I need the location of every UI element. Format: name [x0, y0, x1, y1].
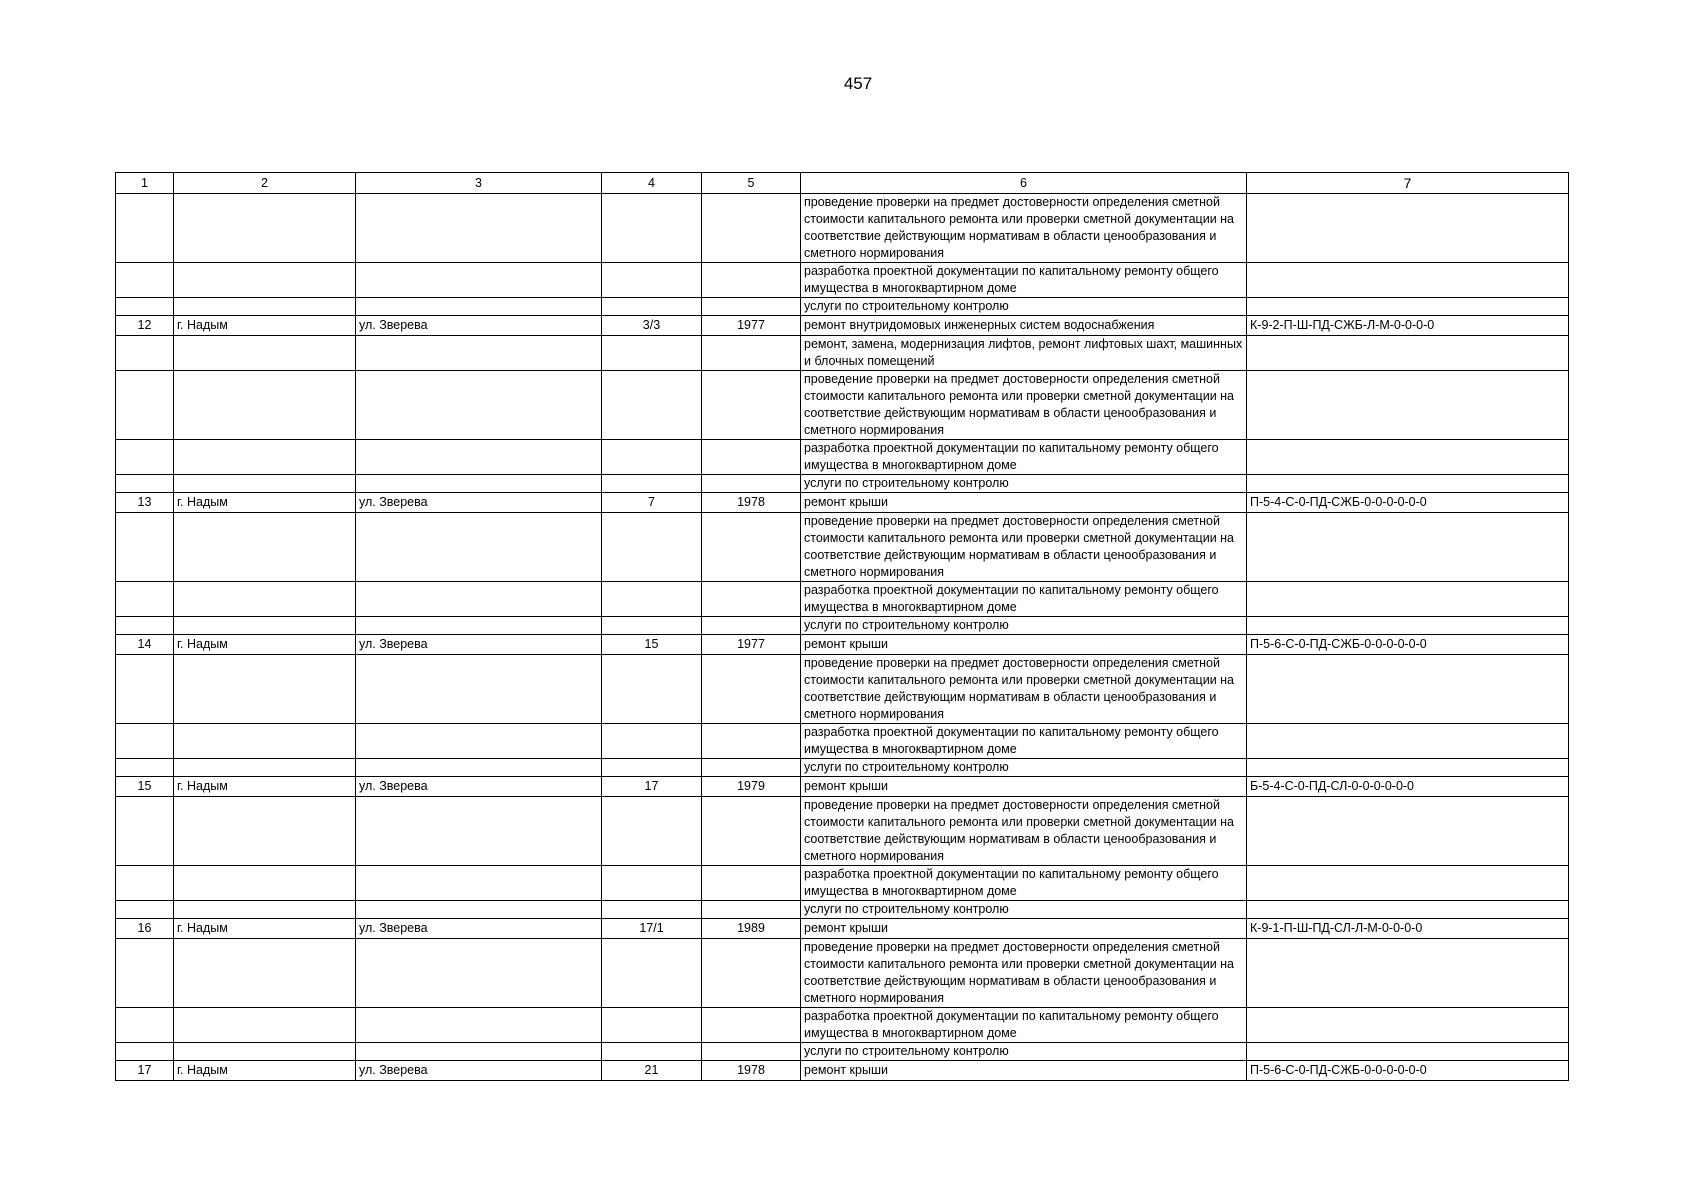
cell-code: П-5-6-С-0-ПД-СЖБ-0-0-0-0-0-0	[1247, 1061, 1569, 1081]
cell-street: ул. Зверева	[356, 777, 602, 797]
cell-street	[356, 797, 602, 866]
cell-city	[174, 901, 356, 919]
cell-house	[602, 1008, 702, 1043]
header-col-1: 1	[116, 173, 174, 194]
cell-code	[1247, 759, 1569, 777]
cell-work-type: проведение проверки на предмет достоверности определения сметной стоимости капитального ремонта или проверки сметной документации на соответствие действующим нормативам в области ценообразования и сметного нормирования	[801, 513, 1247, 582]
table-row	[116, 336, 1569, 371]
cell-year	[702, 475, 801, 493]
table-row	[116, 475, 1569, 493]
cell-work-type: разработка проектной документации по капитальному ремонту общего имущества в многоквартирном доме	[801, 440, 1247, 475]
cell-house: 3/3	[602, 316, 702, 336]
page-number: 457	[843, 74, 873, 93]
cell-year: 1977	[702, 635, 801, 655]
cell-code	[1247, 939, 1569, 1008]
cell-year	[702, 797, 801, 866]
cell-number	[116, 513, 174, 582]
cell-year	[702, 194, 801, 263]
cell-year	[702, 336, 801, 371]
cell-code	[1247, 263, 1569, 298]
cell-house	[602, 336, 702, 371]
cell-house	[602, 475, 702, 493]
cell-number: 12	[116, 316, 174, 336]
cell-number: 14	[116, 635, 174, 655]
cell-city	[174, 263, 356, 298]
cell-work-type: разработка проектной документации по капитальному ремонту общего имущества в многоквартирном доме	[801, 866, 1247, 901]
cell-year	[702, 298, 801, 316]
cell-house	[602, 797, 702, 866]
header-row	[116, 173, 1569, 194]
cell-house	[602, 582, 702, 617]
header-col-7: 7	[1247, 173, 1569, 194]
cell-street	[356, 582, 602, 617]
table-row	[116, 759, 1569, 777]
cell-house	[602, 901, 702, 919]
cell-year: 1979	[702, 777, 801, 797]
cell-number: 15	[116, 777, 174, 797]
cell-number	[116, 440, 174, 475]
cell-work-type: ремонт крыши	[801, 777, 1247, 797]
cell-year	[702, 371, 801, 440]
cell-house	[602, 440, 702, 475]
cell-work-type: ремонт внутридомовых инженерных систем водоснабжения	[801, 316, 1247, 336]
header-col-5: 5	[702, 173, 801, 194]
table-row	[116, 939, 1569, 1008]
cell-number	[116, 371, 174, 440]
cell-number	[116, 901, 174, 919]
cell-city	[174, 797, 356, 866]
cell-street	[356, 371, 602, 440]
cell-number	[116, 263, 174, 298]
cell-street	[356, 475, 602, 493]
cell-street	[356, 655, 602, 724]
cell-year	[702, 440, 801, 475]
cell-house	[602, 371, 702, 440]
table-row	[116, 316, 1569, 336]
cell-code	[1247, 440, 1569, 475]
cell-work-type: услуги по строительному контролю	[801, 901, 1247, 919]
cell-work-type: услуги по строительному контролю	[801, 759, 1247, 777]
cell-code	[1247, 866, 1569, 901]
cell-house	[602, 194, 702, 263]
table-row	[116, 1008, 1569, 1043]
cell-street: ул. Зверева	[356, 635, 602, 655]
cell-house: 15	[602, 635, 702, 655]
cell-code	[1247, 475, 1569, 493]
cell-code	[1247, 513, 1569, 582]
cell-year: 1978	[702, 1061, 801, 1081]
cell-house	[602, 263, 702, 298]
cell-work-type: разработка проектной документации по капитальному ремонту общего имущества в многоквартирном доме	[801, 1008, 1247, 1043]
cell-year	[702, 724, 801, 759]
cell-year	[702, 582, 801, 617]
cell-city	[174, 194, 356, 263]
cell-city: г. Надым	[174, 493, 356, 513]
cell-work-type: ремонт крыши	[801, 1061, 1247, 1081]
cell-house: 17	[602, 777, 702, 797]
cell-code	[1247, 336, 1569, 371]
cell-year: 1977	[702, 316, 801, 336]
cell-street: ул. Зверева	[356, 1061, 602, 1081]
table-row	[116, 777, 1569, 797]
cell-year: 1978	[702, 493, 801, 513]
cell-code	[1247, 582, 1569, 617]
cell-year: 1989	[702, 919, 801, 939]
cell-work-type: проведение проверки на предмет достоверности определения сметной стоимости капитального ремонта или проверки сметной документации на соответствие действующим нормативам в области ценообразования и сметного нормирования	[801, 371, 1247, 440]
cell-house: 7	[602, 493, 702, 513]
cell-street	[356, 194, 602, 263]
cell-street	[356, 759, 602, 777]
cell-city	[174, 440, 356, 475]
cell-number	[116, 655, 174, 724]
cell-work-type: услуги по строительному контролю	[801, 1043, 1247, 1061]
cell-city: г. Надым	[174, 777, 356, 797]
cell-year	[702, 263, 801, 298]
cell-code	[1247, 655, 1569, 724]
cell-house	[602, 513, 702, 582]
cell-year	[702, 513, 801, 582]
cell-year	[702, 901, 801, 919]
table-row	[116, 194, 1569, 263]
cell-street: ул. Зверева	[356, 316, 602, 336]
cell-work-type: ремонт, замена, модернизация лифтов, ремонт лифтовых шахт, машинных и блочных помещений	[801, 336, 1247, 371]
cell-city	[174, 759, 356, 777]
cell-street	[356, 901, 602, 919]
table-row	[116, 919, 1569, 939]
table-row	[116, 866, 1569, 901]
cell-code: П-5-4-С-0-ПД-СЖБ-0-0-0-0-0-0	[1247, 493, 1569, 513]
cell-number	[116, 475, 174, 493]
cell-house	[602, 617, 702, 635]
cell-number	[116, 582, 174, 617]
cell-house	[602, 298, 702, 316]
cell-city: г. Надым	[174, 1061, 356, 1081]
cell-city	[174, 513, 356, 582]
cell-work-type: услуги по строительному контролю	[801, 475, 1247, 493]
cell-number	[116, 1043, 174, 1061]
cell-work-type: проведение проверки на предмет достоверности определения сметной стоимости капитального ремонта или проверки сметной документации на соответствие действующим нормативам в области ценообразования и сметного нормирования	[801, 939, 1247, 1008]
cell-year	[702, 866, 801, 901]
cell-code: П-5-6-С-0-ПД-СЖБ-0-0-0-0-0-0	[1247, 635, 1569, 655]
cell-number: 17	[116, 1061, 174, 1081]
cell-street	[356, 1043, 602, 1061]
cell-year	[702, 617, 801, 635]
cell-street	[356, 1008, 602, 1043]
cell-city	[174, 336, 356, 371]
cell-street	[356, 724, 602, 759]
cell-street	[356, 440, 602, 475]
cell-house: 17/1	[602, 919, 702, 939]
cell-code	[1247, 194, 1569, 263]
cell-city	[174, 582, 356, 617]
header-col-3: 3	[356, 173, 602, 194]
table-row	[116, 582, 1569, 617]
table-row	[116, 440, 1569, 475]
cell-code: К-9-2-П-Ш-ПД-СЖБ-Л-М-0-0-0-0	[1247, 316, 1569, 336]
cell-number: 13	[116, 493, 174, 513]
table-row	[116, 901, 1569, 919]
cell-code	[1247, 797, 1569, 866]
cell-house: 21	[602, 1061, 702, 1081]
cell-code	[1247, 724, 1569, 759]
cell-work-type: услуги по строительному контролю	[801, 298, 1247, 316]
cell-city	[174, 866, 356, 901]
cell-work-type: ремонт крыши	[801, 919, 1247, 939]
table-row	[116, 617, 1569, 635]
cell-street	[356, 617, 602, 635]
cell-work-type: проведение проверки на предмет достоверности определения сметной стоимости капитального ремонта или проверки сметной документации на соответствие действующим нормативам в области ценообразования и сметного нормирования	[801, 797, 1247, 866]
cell-city	[174, 475, 356, 493]
cell-code	[1247, 371, 1569, 440]
cell-work-type: услуги по строительному контролю	[801, 617, 1247, 635]
cell-number	[116, 336, 174, 371]
cell-code	[1247, 298, 1569, 316]
cell-house	[602, 724, 702, 759]
header-col-4: 4	[602, 173, 702, 194]
cell-year	[702, 1008, 801, 1043]
table-row	[116, 797, 1569, 866]
cell-city	[174, 298, 356, 316]
cell-city	[174, 1008, 356, 1043]
cell-number	[116, 298, 174, 316]
cell-number	[116, 939, 174, 1008]
cell-year	[702, 655, 801, 724]
cell-street	[356, 939, 602, 1008]
cell-year	[702, 759, 801, 777]
cell-code	[1247, 1043, 1569, 1061]
table-row	[116, 493, 1569, 513]
cell-work-type: проведение проверки на предмет достоверности определения сметной стоимости капитального ремонта или проверки сметной документации на соответствие действующим нормативам в области ценообразования и сметного нормирования	[801, 655, 1247, 724]
cell-city	[174, 371, 356, 440]
cell-work-type: разработка проектной документации по капитальному ремонту общего имущества в многоквартирном доме	[801, 724, 1247, 759]
cell-city	[174, 655, 356, 724]
cell-city: г. Надым	[174, 919, 356, 939]
cell-city: г. Надым	[174, 316, 356, 336]
cell-city	[174, 724, 356, 759]
table-row	[116, 724, 1569, 759]
cell-street	[356, 513, 602, 582]
cell-house	[602, 1043, 702, 1061]
table-row	[116, 263, 1569, 298]
cell-number	[116, 724, 174, 759]
header-col-2: 2	[174, 173, 356, 194]
cell-number: 16	[116, 919, 174, 939]
cell-number	[116, 1008, 174, 1043]
cell-year	[702, 939, 801, 1008]
cell-house	[602, 759, 702, 777]
cell-code: К-9-1-П-Ш-ПД-СЛ-Л-М-0-0-0-0	[1247, 919, 1569, 939]
cell-code	[1247, 901, 1569, 919]
cell-house	[602, 655, 702, 724]
cell-street	[356, 263, 602, 298]
register-table	[115, 172, 1569, 1081]
cell-street	[356, 336, 602, 371]
cell-code	[1247, 1008, 1569, 1043]
cell-number	[116, 194, 174, 263]
table-row	[116, 1043, 1569, 1061]
cell-work-type: разработка проектной документации по капитальному ремонту общего имущества в многоквартирном доме	[801, 263, 1247, 298]
cell-number	[116, 759, 174, 777]
table-row	[116, 371, 1569, 440]
cell-work-type: ремонт крыши	[801, 635, 1247, 655]
cell-street: ул. Зверева	[356, 493, 602, 513]
table-body	[116, 194, 1569, 1081]
table-row	[116, 1061, 1569, 1081]
table-row	[116, 635, 1569, 655]
cell-work-type: разработка проектной документации по капитальному ремонту общего имущества в многоквартирном доме	[801, 582, 1247, 617]
cell-house	[602, 939, 702, 1008]
cell-code	[1247, 617, 1569, 635]
header-col-6: 6	[801, 173, 1247, 194]
cell-number	[116, 617, 174, 635]
cell-street	[356, 298, 602, 316]
cell-street	[356, 866, 602, 901]
cell-city	[174, 617, 356, 635]
table-row	[116, 655, 1569, 724]
cell-work-type: ремонт крыши	[801, 493, 1247, 513]
cell-code: Б-5-4-С-0-ПД-СЛ-0-0-0-0-0-0	[1247, 777, 1569, 797]
cell-number	[116, 797, 174, 866]
cell-year	[702, 1043, 801, 1061]
cell-city: г. Надым	[174, 635, 356, 655]
cell-city	[174, 1043, 356, 1061]
cell-city	[174, 939, 356, 1008]
table-row	[116, 298, 1569, 316]
table-row	[116, 513, 1569, 582]
cell-number	[116, 866, 174, 901]
cell-street: ул. Зверева	[356, 919, 602, 939]
cell-house	[602, 866, 702, 901]
cell-work-type: проведение проверки на предмет достоверности определения сметной стоимости капитального ремонта или проверки сметной документации на соответствие действующим нормативам в области ценообразования и сметного нормирования	[801, 194, 1247, 263]
